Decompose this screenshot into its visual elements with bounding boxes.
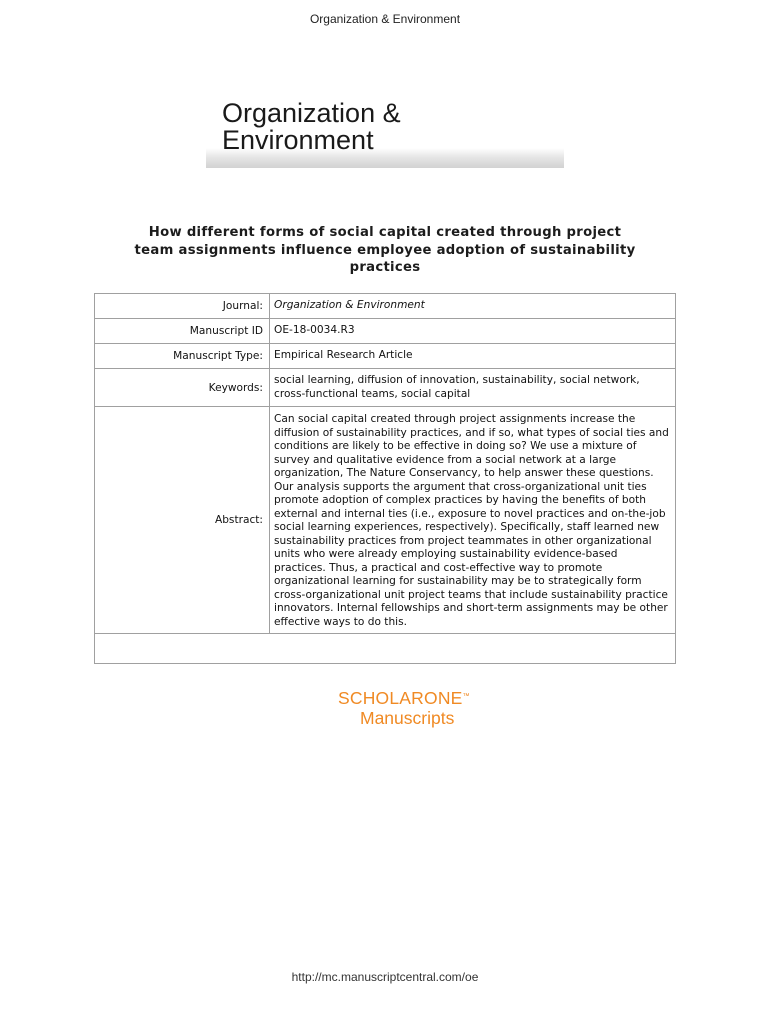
logo-line-1: Organization & [222,98,401,128]
journal-logo [206,100,564,168]
scholarone-product: Manuscripts [360,708,455,728]
scholarone-logo [338,688,470,728]
table-row-empty [95,634,676,664]
scholarone-brand-suffix: ONE [424,688,463,708]
trademark-symbol: ™ [462,693,470,700]
running-head: Organization & Environment [309,12,461,26]
paper-title: How different forms of social capital created through project team assignments influence employee adoption of sustainability practices [134,225,636,275]
abstract-label: Abstract: [95,407,270,634]
keywords-label: Keywords: [95,369,270,407]
empty-cell [95,634,676,664]
journal-label: Journal: [95,294,270,319]
table-row-journal [95,294,676,319]
table-row-manuscript-id [95,319,676,344]
scholarone-brand [338,688,470,708]
manuscript-id-value: OE-18-0034.R3 [270,319,676,344]
keywords-value: social learning, diffusion of innovation, sustainability, social network, cross-functional teams, social capital [270,369,676,407]
abstract-value: Can social capital created through project assignments increase the diffusion of sustainability practices, and if so, what types of social ties and conditions are likely to be effective in doing so? We use a mixture of survey and qualitative evidence from a social network at a large organization, The Nature Conservancy, to help answer these questions. Our analysis supports the argument that cross-organizational unit ties promote adoption of complex practices by having the benefits of both external and internal ties (i.e., exposure to novel practices and on-the-job social learning experiences, respectively). Specifically, staff learned new sustainability practices from project teammates in other organizational units who were already employing sustainability evidence-based practices. Thus, a practical and cost-effective way to promote organizational learning for sustainability may be to strategically form cross-organizational unit project teams that include sustainability practice innovators. Internal fellowships and short-term assignments may be other effective ways to do this. [270,407,676,634]
table-row-manuscript-type [95,344,676,369]
journal-value: Organization & Environment [270,294,676,319]
table-row-keywords [95,369,676,407]
logo-line-2: Environment [222,125,374,155]
manuscript-type-value: Empirical Research Article [270,344,676,369]
manuscript-id-label: Manuscript ID [95,319,270,344]
table-row-abstract [95,407,676,634]
logo-text [222,100,522,154]
scholarone-brand-prefix: SCHOLAR [338,688,425,708]
manuscript-info-table [94,293,676,664]
footer-url: http://mc.manuscriptcentral.com/oe [291,970,479,984]
manuscript-type-label: Manuscript Type: [95,344,270,369]
